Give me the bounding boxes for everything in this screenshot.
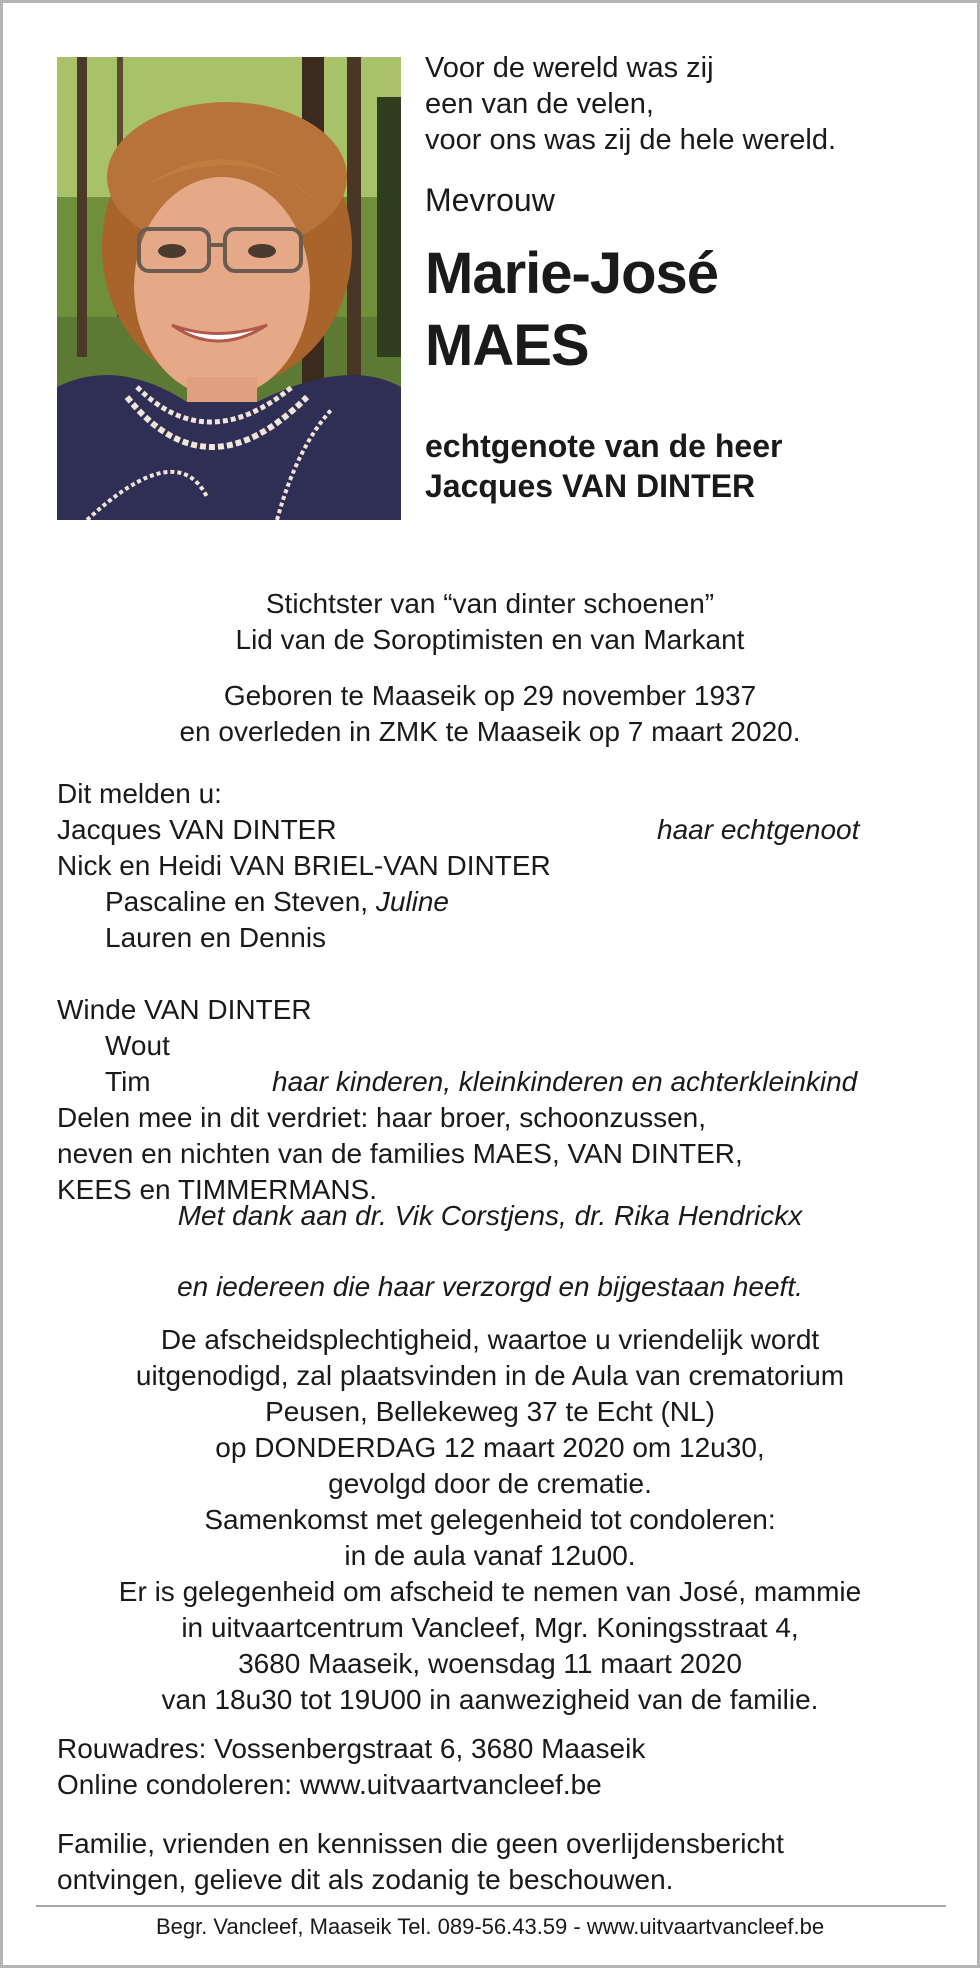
spouse-info xyxy=(425,426,945,506)
grandchild-name: Tim xyxy=(105,1066,151,1097)
family-intro: Dit melden u: xyxy=(57,778,222,809)
address-info xyxy=(57,1731,937,1803)
date-line: Geboren te Maaseik op 29 november 1937 xyxy=(223,680,757,711)
address-line: Rouwadres: Vossenbergstraat 6, 3680 Maaseik xyxy=(57,1733,646,1764)
ceremony-line: De afscheidsplechtigheid, waartoe u vriendelijk wordt xyxy=(160,1324,820,1355)
last-name: MAES xyxy=(425,313,589,378)
share-line: neven en nichten van de families MAES, VAN DINTER, xyxy=(57,1138,743,1169)
ceremony-line: uitgenodigd, zal plaatsvinden in de Aula van crematorium xyxy=(135,1360,845,1391)
condolence-link[interactable]: Online condoleren: www.uitvaartvancleef.be xyxy=(57,1769,602,1800)
grandchild-row: Wout xyxy=(105,1030,170,1061)
ceremony-line: Peusen, Bellekeweg 37 te Echt (NL) xyxy=(265,1396,715,1427)
ceremony-line: op DONDERDAG 12 maart 2020 om 12u30, xyxy=(215,1432,765,1463)
ceremony-line: in de aula vanaf 12u00. xyxy=(344,1540,636,1571)
ceremony-info xyxy=(0,1322,980,1718)
role-line: Stichtster van “van dinter schoenen” xyxy=(265,588,715,619)
notice-line: ontvingen, gelieve dit als zodanig te beschouwen. xyxy=(57,1864,674,1895)
thanks-line: en iedereen die haar verzorgd en bijgestaan heeft. xyxy=(177,1271,803,1302)
grandchild-row xyxy=(57,884,937,920)
child-row: Nick en Heidi VAN BRIEL-VAN DINTER xyxy=(57,850,551,881)
grandchild-row: Lauren en Dennis xyxy=(105,922,327,953)
share-line: KEES en TIMMERMANS. xyxy=(57,1174,378,1205)
child-row: Winde VAN DINTER xyxy=(57,994,312,1025)
share-line: Delen mee in dit verdriet: haar broer, schoonzussen, xyxy=(57,1102,707,1133)
ceremony-line: 3680 Maaseik, woensdag 11 maart 2020 xyxy=(238,1648,742,1679)
husband-name: Jacques VAN DINTER xyxy=(57,814,337,845)
poem xyxy=(425,50,945,158)
poem-line: een van de velen, xyxy=(425,88,654,120)
role-line: Lid van de Soroptimisten en van Markant xyxy=(235,624,745,655)
date-line: en overleden in ZMK te Maaseik op 7 maart 2020. xyxy=(179,716,801,747)
notice-line: Familie, vrienden en kennissen die geen overlijdensbericht xyxy=(57,1828,784,1859)
great-grandchild-name: Juline xyxy=(375,886,450,917)
header-text xyxy=(425,50,945,506)
salutation: Mevrouw xyxy=(425,182,555,218)
family-row xyxy=(57,1064,937,1100)
grandchild-names: Pascaline en Steven, xyxy=(105,886,369,917)
family-row xyxy=(57,812,937,848)
ceremony-line: van 18u30 tot 19U00 in aanwezigheid van de familie. xyxy=(161,1684,819,1715)
children-role: haar kinderen, kleinkinderen en achterkleinkind xyxy=(272,1066,858,1097)
poem-line: Voor de wereld was zij xyxy=(425,52,714,84)
poem-line: voor ons was zij de hele wereld. xyxy=(425,124,837,156)
spacer xyxy=(57,956,937,992)
ceremony-line: Samenkomst met gelegenheid tot condoleren: xyxy=(204,1504,776,1535)
spouse-line: Jacques VAN DINTER xyxy=(425,468,756,504)
footer-divider xyxy=(36,1905,946,1907)
first-name: Marie-José xyxy=(425,241,719,306)
portrait-photo xyxy=(57,57,401,520)
spouse-line: echtgenote van de heer xyxy=(425,428,783,464)
footer: Begr. Vancleef, Maaseik Tel. 089-56.43.59 - www.uitvaartvancleef.be xyxy=(155,1914,825,1939)
life-dates xyxy=(0,678,980,750)
roles xyxy=(0,586,980,658)
deceased-name xyxy=(425,238,945,382)
husband-role: haar echtgenoot xyxy=(657,814,860,845)
family-list xyxy=(57,776,937,1208)
thanks-line: Met dank aan dr. Vik Corstjens, dr. Rika Hendrickx xyxy=(177,1200,803,1231)
ceremony-line: gevolgd door de crematie. xyxy=(328,1468,652,1499)
ceremony-line: in uitvaartcentrum Vancleef, Mgr. Koningsstraat 4, xyxy=(181,1612,799,1643)
notice xyxy=(57,1826,937,1898)
ceremony-line: Er is gelegenheid om afscheid te nemen van José, mammie xyxy=(118,1576,862,1607)
